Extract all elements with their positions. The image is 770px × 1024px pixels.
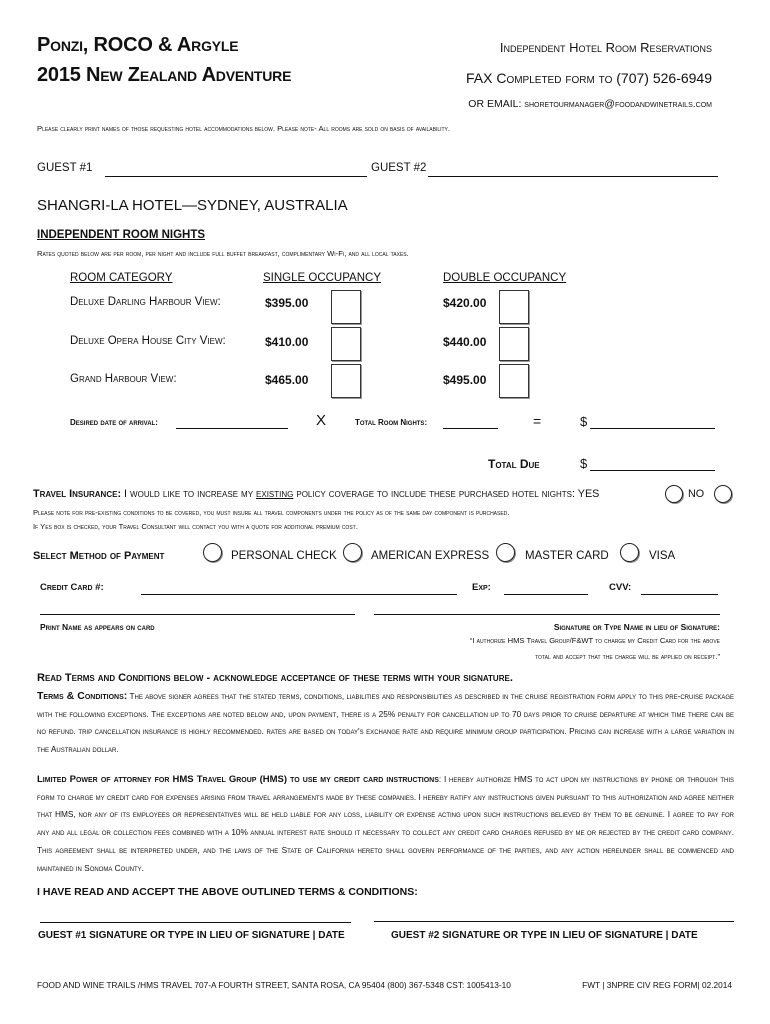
insurance-note-preexisting: Please note for pre-existing conditions to be covered, you must insure all travel components under the policy as of the same day component is purchased. <box>33 508 510 517</box>
double-price: $495.00 <box>443 373 487 387</box>
equals-sign: = <box>533 413 542 429</box>
insurance-no-label: NO <box>688 488 705 500</box>
expiry-label: Exp: <box>472 582 491 593</box>
total-due-label: Total Due <box>488 457 540 471</box>
visa-radio[interactable] <box>620 543 639 562</box>
room-name: Grand Harbour View: <box>70 373 177 385</box>
email-instructions: OR EMAIL: shoretourmanager@foodandwinetrails.com <box>468 98 712 110</box>
cvv-field[interactable] <box>641 594 718 595</box>
expiry-field[interactable] <box>504 594 588 595</box>
guest1-signature-label: GUEST #1 SIGNATURE OR TYPE IN LIEU OF SIGNATURE | DATE <box>38 930 345 941</box>
hotel-name: SHANGRI-LA HOTEL—SYDNEY, AUSTRALIA <box>37 197 348 214</box>
room-name: Deluxe Darling Harbour View: <box>70 296 221 308</box>
master-card-radio[interactable] <box>496 543 515 562</box>
american-express-label: AMERICAN EXPRESS <box>371 550 490 562</box>
room-total-field[interactable] <box>590 428 715 429</box>
accept-terms-statement: I HAVE READ AND ACCEPT THE ABOVE OUTLINED TERMS & CONDITIONS: <box>37 886 418 898</box>
insurance-note-quote: If Yes box is checked, your Travel Consultant will contact you with a quote for additional premium cost. <box>33 522 358 531</box>
travel-insurance-line <box>33 488 599 500</box>
footer-company-info: FOOD AND WINE TRAILS /HMS TRAVEL 707-A FOURTH STREET, SANTA ROSA, CA 95404 (800) 367-5348 CST: 1005413-10 <box>37 980 511 990</box>
single-price: $465.00 <box>265 373 309 387</box>
double-quantity-box[interactable] <box>499 290 529 324</box>
room-nights-heading: INDEPENDENT ROOM NIGHTS <box>37 229 206 241</box>
guest2-name-field[interactable] <box>428 176 718 177</box>
american-express-radio[interactable] <box>343 543 362 562</box>
col-room-category: ROOM CATEGORY <box>70 272 173 284</box>
dollar-sign: $ <box>580 456 588 471</box>
guest1-name-field[interactable] <box>105 176 367 177</box>
card-signature-field[interactable] <box>374 614 720 615</box>
single-quantity-box[interactable] <box>331 327 361 361</box>
card-authorization-line1: “I authorize HMS Travel Group/F&WT to charge my Credit Card for the above <box>469 636 720 645</box>
cvv-label: CVV: <box>609 582 632 593</box>
double-price: $420.00 <box>443 296 487 310</box>
guest1-label: GUEST #1 <box>37 162 93 174</box>
form-title-line1: Ponzi, ROCO & Argyle <box>37 34 239 56</box>
single-price: $395.00 <box>265 296 309 310</box>
insurance-text: I would like to increase my <box>121 488 257 500</box>
credit-card-label: Credit Card #: <box>40 582 104 593</box>
personal-check-radio[interactable] <box>203 543 222 562</box>
print-name-label: Print Name as appears on card <box>40 622 155 632</box>
insurance-yes-radio[interactable] <box>665 485 683 503</box>
insurance-text-yes: policy coverage to include these purchased hotel nights: YES <box>293 488 600 500</box>
col-single-occupancy: SINGLE OCCUPANCY <box>263 272 382 284</box>
total-due-field[interactable] <box>590 470 715 471</box>
rates-note: Rates quoted below are per room, per night and include full buffet breakfast, complimentary Wi-Fi, and all local taxes. <box>37 249 409 258</box>
guest2-signature-field[interactable] <box>374 921 734 922</box>
guest1-signature-field[interactable] <box>40 922 351 923</box>
power-of-attorney-paragraph <box>37 771 734 877</box>
guest2-label: GUEST #2 <box>371 162 427 174</box>
dollar-sign: $ <box>580 414 588 429</box>
power-of-attorney-heading: Limited Power of attorney for HMS Travel Group (HMS) to use my credit card instructions <box>37 774 439 785</box>
print-name-field[interactable] <box>40 614 355 615</box>
print-names-instructions: Please clearly print names of those requesting hotel accommodations below. Please note- All rooms are sold on basis of availability. <box>37 124 450 133</box>
terms-conditions-paragraph <box>37 688 734 759</box>
card-authorization-line2: total and accept that the charge will be applied on receipt.” <box>535 652 720 661</box>
terms-heading: Terms & Conditions: <box>37 690 128 702</box>
room-name: Deluxe Opera House City View: <box>70 335 226 347</box>
fax-instructions: FAX Completed form to (707) 526-6949 <box>465 70 712 86</box>
form-title-line2: 2015 New Zealand Adventure <box>37 64 292 86</box>
guest2-signature-label: GUEST #2 SIGNATURE OR TYPE IN LIEU OF SIGNATURE | DATE <box>391 930 698 941</box>
terms-text: The above signer agrees that the stated terms, conditions, liabilities and responsibilities as described in the cruise registration form apply to this pre-cruise package with the following exceptions. The exceptions are noted below and, upon payment, there is a 25% penalty for cancellation up to 70 days prior to cruise departure at which time there can be no refund. trip cancellation insurance is highly recommended. rates are based on today's exchange rate and require minimum group participation. Pricing can increase with a large variation in the Australian dollar. <box>37 691 734 755</box>
read-terms-heading: Read Terms and Conditions below - acknowledge acceptance of these terms with your signature. <box>37 672 513 684</box>
col-double-occupancy: DOUBLE OCCUPANCY <box>443 272 567 284</box>
arrival-date-field[interactable] <box>176 428 288 429</box>
arrival-date-label: Desired date of arrival: <box>70 418 158 427</box>
footer-form-id: FWT | 3NPRE CIV REG FORM| 02.2014 <box>582 980 732 990</box>
double-price: $440.00 <box>443 335 487 349</box>
double-quantity-box[interactable] <box>499 327 529 361</box>
master-card-label: MASTER CARD <box>525 550 609 562</box>
payment-method-label: Select Method of Payment <box>33 550 165 562</box>
travel-insurance-label: Travel Insurance: <box>33 488 122 500</box>
total-nights-label: Total Room Nights: <box>355 418 428 427</box>
times-sign: X <box>316 412 327 429</box>
insurance-existing: existing <box>256 488 294 500</box>
double-quantity-box[interactable] <box>499 364 529 398</box>
single-quantity-box[interactable] <box>331 290 361 324</box>
card-signature-label: Signature or Type Name in lieu of Signature: <box>553 622 720 632</box>
total-nights-field[interactable] <box>443 428 498 429</box>
credit-card-number-field[interactable] <box>141 594 457 595</box>
personal-check-label: PERSONAL CHECK <box>231 550 337 562</box>
insurance-no-radio[interactable] <box>714 485 732 503</box>
power-of-attorney-text: : I hereby authorize HMS to act upon my instructions by phone or through this form to charge my credit card for expenses arising from travel arrangements made by these companies. I hereby ratify any instructions given pursuant to this authorization and agree neither that HMS, nor any of its employees or representatives will be held liable for any loss, liability or expense acting upon such instructions believed by them to be genuine. I agree to pay for any and all legal or collection fees combined with a 10% annual interest rate should it necessary to collect any credit card charges refused by me or rejected by the credit card company. This agreement shall be interpreted under, and the laws of the State of California hereto shall govern performance of the parties, and any action hereunder shall be commenced and maintained in Sonoma County. <box>37 774 734 873</box>
visa-label: VISA <box>649 550 676 562</box>
single-price: $410.00 <box>265 335 309 349</box>
header-subtitle: Independent Hotel Room Reservations <box>499 40 712 55</box>
single-quantity-box[interactable] <box>331 364 361 398</box>
